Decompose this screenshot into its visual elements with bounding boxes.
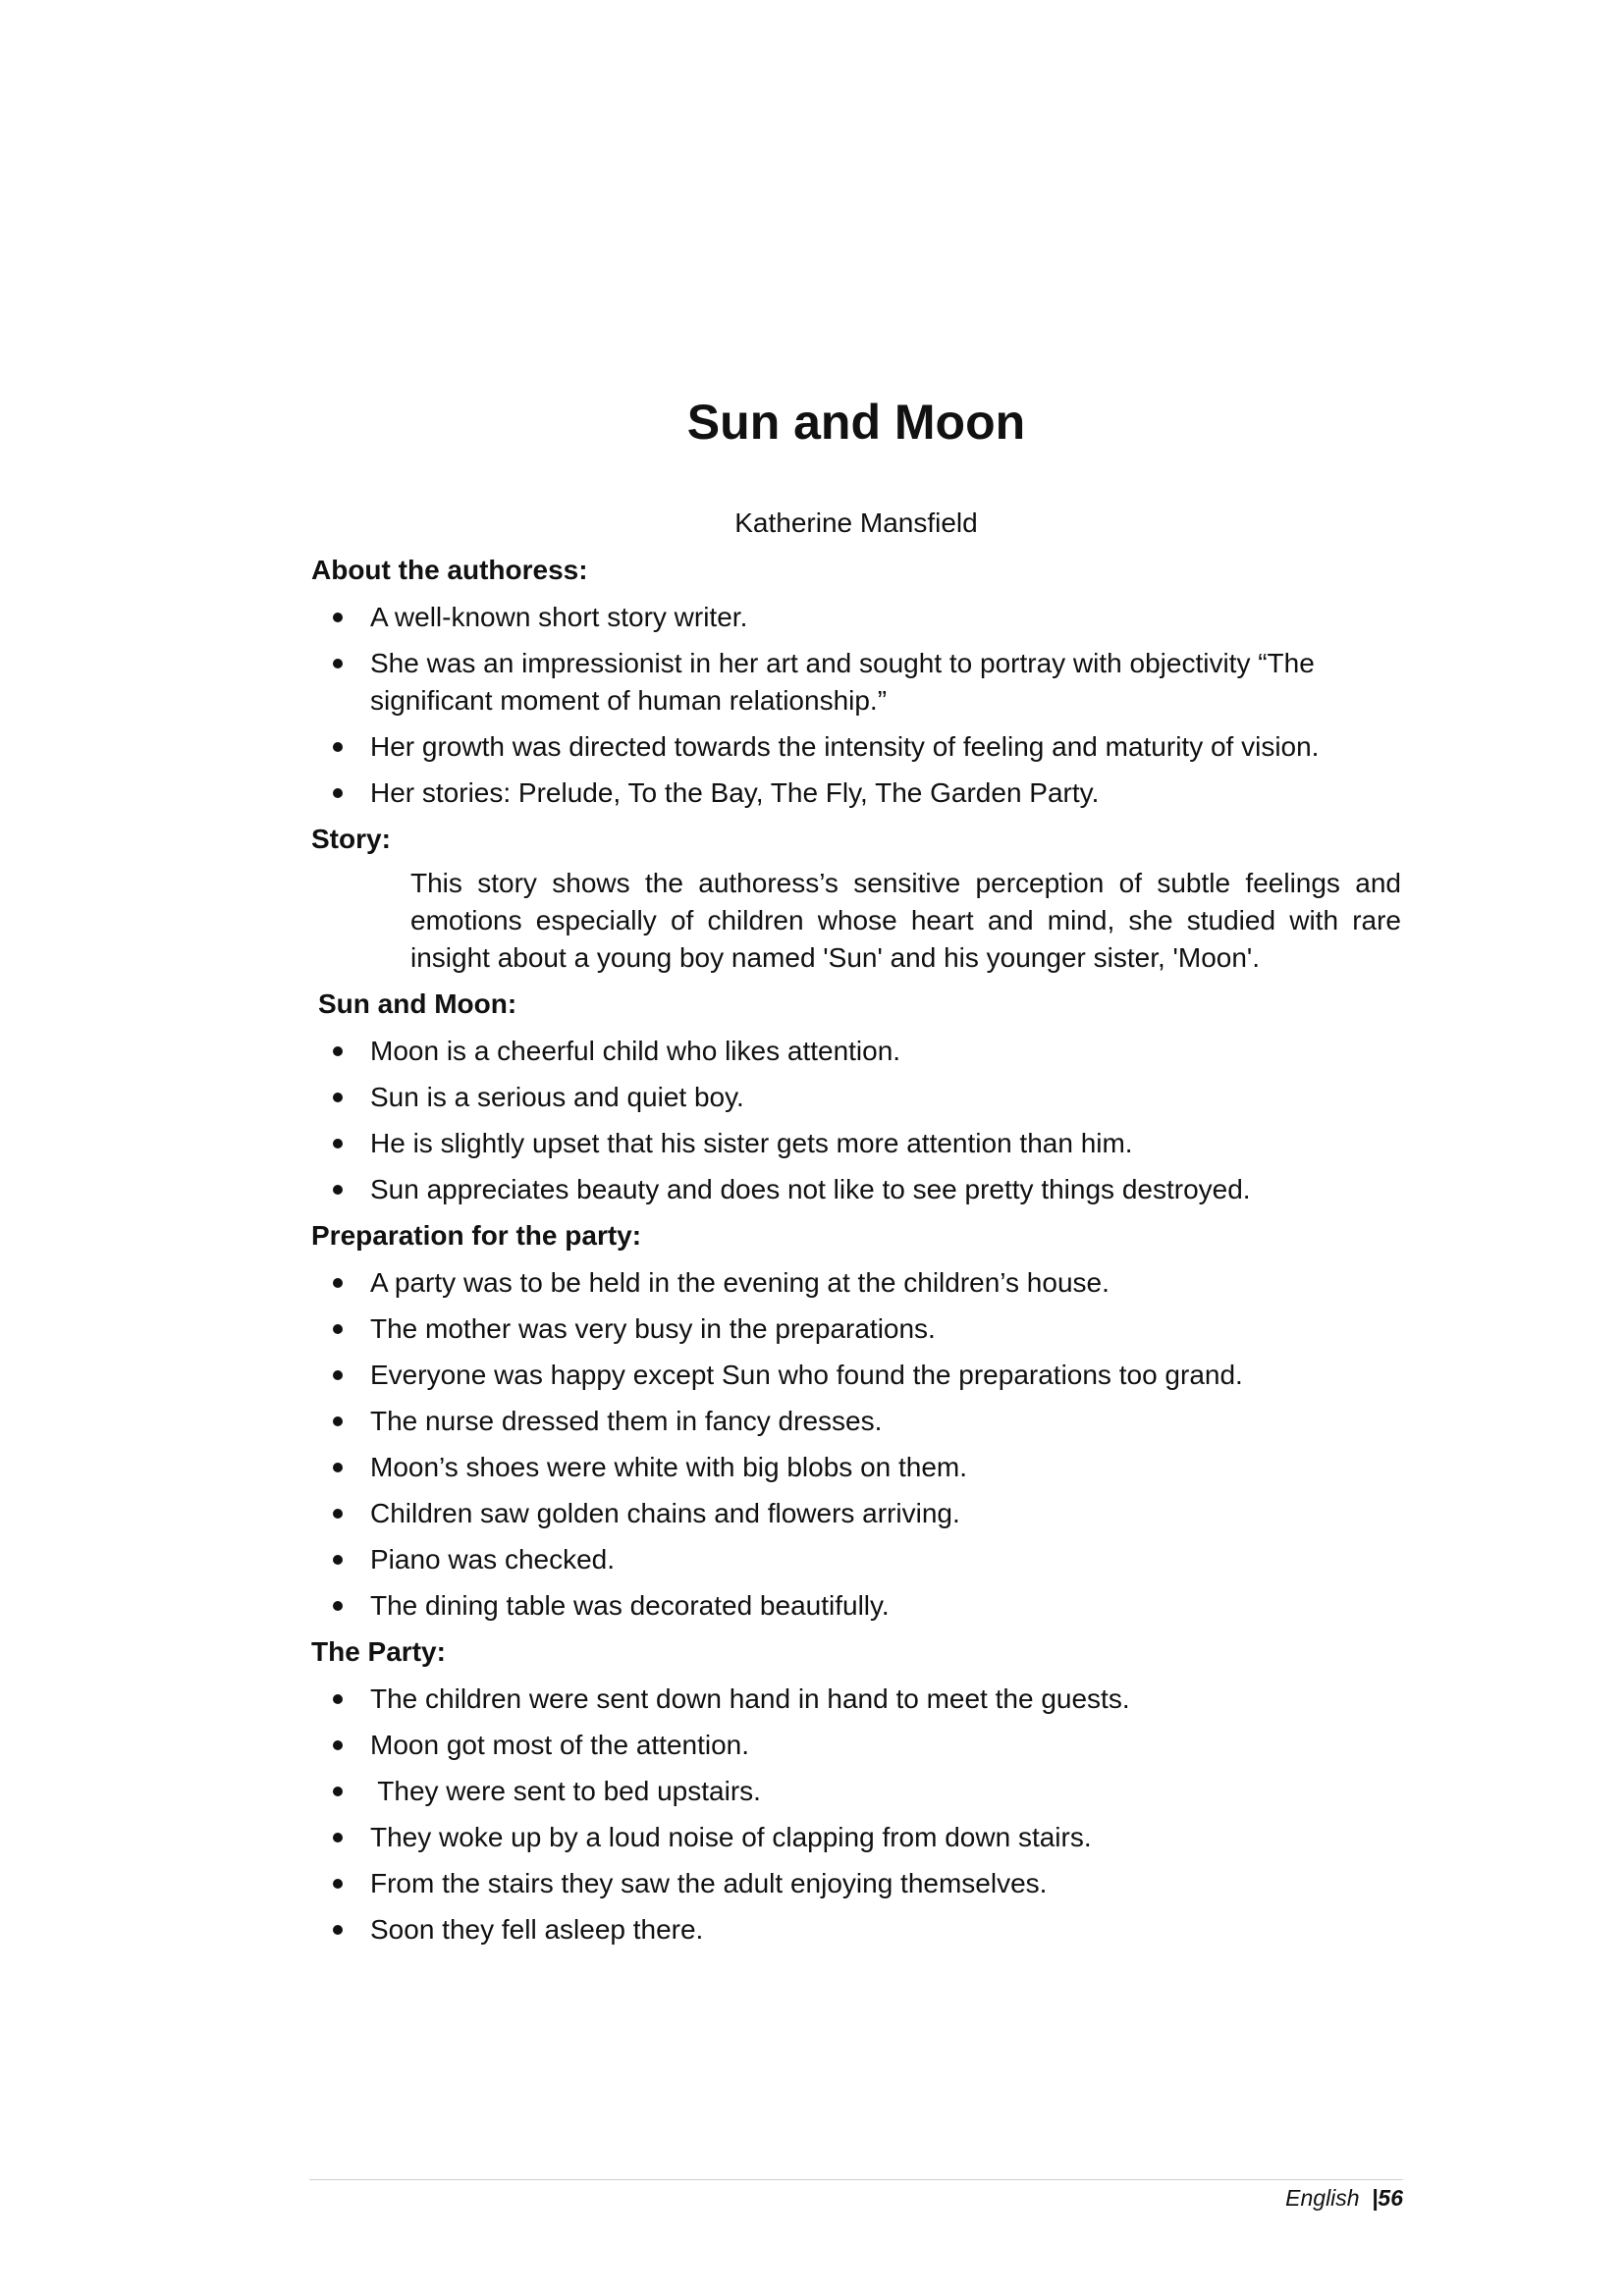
list-item: They were sent to bed upstairs. bbox=[311, 1773, 1401, 1810]
bullet-icon bbox=[333, 1925, 343, 1935]
list-item: The dining table was decorated beautifully. bbox=[311, 1587, 1401, 1625]
bullet-icon bbox=[333, 1185, 343, 1195]
party-list bbox=[311, 1681, 1401, 1949]
bullet-icon bbox=[333, 1463, 343, 1472]
bullet-icon bbox=[333, 1324, 343, 1334]
bullet-icon bbox=[333, 1416, 343, 1426]
bullet-icon bbox=[333, 1740, 343, 1750]
list-item: Everyone was happy except Sun who found the preparations too grand. bbox=[311, 1357, 1401, 1394]
bullet-icon bbox=[333, 1555, 343, 1565]
section-heading-party: The Party: bbox=[311, 1636, 446, 1667]
list-item: Her growth was directed towards the intensity of feeling and maturity of vision. bbox=[311, 728, 1401, 766]
section-heading-story: Story: bbox=[311, 824, 391, 854]
bullet-icon bbox=[333, 1509, 343, 1519]
bullet-icon bbox=[333, 1787, 343, 1796]
list-item: The mother was very busy in the preparations. bbox=[311, 1310, 1401, 1348]
bullet-icon bbox=[333, 1694, 343, 1704]
list-item: Sun is a serious and quiet boy. bbox=[311, 1079, 1401, 1116]
about-list bbox=[311, 599, 1401, 812]
page-footer bbox=[1285, 2185, 1403, 2212]
list-item: Moon’s shoes were white with big blobs on them. bbox=[311, 1449, 1401, 1486]
bullet-icon bbox=[333, 1833, 343, 1842]
bullet-icon bbox=[333, 1046, 343, 1056]
bullet-icon bbox=[333, 659, 343, 668]
list-item: The children were sent down hand in hand to meet the guests. bbox=[311, 1681, 1401, 1718]
section-heading-about: About the authoress: bbox=[311, 555, 588, 585]
bullet-icon bbox=[333, 1278, 343, 1288]
footer-divider bbox=[309, 2179, 1403, 2180]
bullet-icon bbox=[333, 613, 343, 622]
section-heading-sun-moon: Sun and Moon: bbox=[318, 988, 517, 1019]
list-item: A party was to be held in the evening at the children’s house. bbox=[311, 1264, 1401, 1302]
page-content bbox=[311, 388, 1401, 1949]
list-item: From the stairs they saw the adult enjoying themselves. bbox=[311, 1865, 1401, 1902]
page-number: 56 bbox=[1378, 2185, 1403, 2211]
list-item: She was an impressionist in her art and sought to portray with objectivity “The significant moment of human relationship.” bbox=[311, 645, 1401, 720]
list-item: Moon is a cheerful child who likes attention. bbox=[311, 1033, 1401, 1070]
list-item: Children saw golden chains and flowers arriving. bbox=[311, 1495, 1401, 1532]
list-item: A well-known short story writer. bbox=[311, 599, 1401, 636]
footer-subject: English bbox=[1285, 2185, 1360, 2211]
story-paragraph: This story shows the authoress’s sensitive perception of subtle feelings and emotions especially of children whose heart and mind, she studied with rare insight about a young boy named 'Sun' and his younger sister, 'Moon'. bbox=[410, 868, 1401, 973]
list-item: Soon they fell asleep there. bbox=[311, 1911, 1401, 1949]
author-name: Katherine Mansfield bbox=[734, 507, 978, 538]
list-item: He is slightly upset that his sister gets more attention than him. bbox=[311, 1125, 1401, 1162]
page-title: Sun and Moon bbox=[686, 395, 1026, 450]
bullet-icon bbox=[333, 742, 343, 752]
bullet-icon bbox=[333, 1601, 343, 1611]
bullet-icon bbox=[333, 788, 343, 798]
bullet-icon bbox=[333, 1139, 343, 1148]
list-item: Sun appreciates beauty and does not like to see pretty things destroyed. bbox=[311, 1171, 1401, 1208]
list-item: They woke up by a loud noise of clapping from down stairs. bbox=[311, 1819, 1401, 1856]
footer-separator: | bbox=[1371, 2185, 1379, 2211]
list-item: Her stories: Prelude, To the Bay, The Fly, The Garden Party. bbox=[311, 774, 1401, 812]
preparation-list bbox=[311, 1264, 1401, 1625]
list-item: Piano was checked. bbox=[311, 1541, 1401, 1578]
sun-moon-list bbox=[311, 1033, 1401, 1208]
section-heading-preparation: Preparation for the party: bbox=[311, 1220, 642, 1251]
bullet-icon bbox=[333, 1370, 343, 1380]
bullet-icon bbox=[333, 1093, 343, 1102]
list-item: Moon got most of the attention. bbox=[311, 1727, 1401, 1764]
list-item: The nurse dressed them in fancy dresses. bbox=[311, 1403, 1401, 1440]
bullet-icon bbox=[333, 1879, 343, 1889]
